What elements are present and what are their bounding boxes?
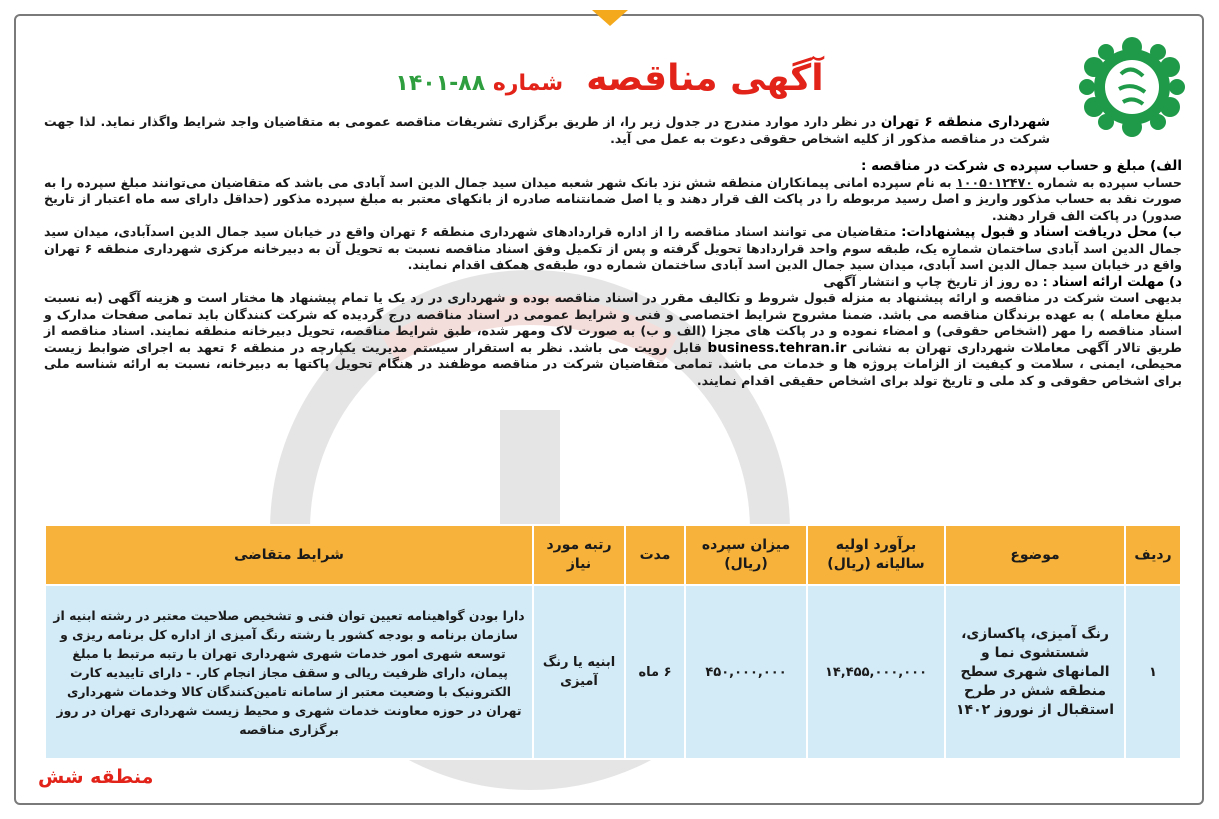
title-main: آگهی مناقصه [586, 58, 824, 99]
header-grade: رتبه مورد نیاز [533, 525, 625, 585]
header-subject: موضوع [945, 525, 1125, 585]
section-d-body-1: بدیهی است شرکت در مناقصه و ارائه پیشنهاد به منزله قبول شروط و تکالیف مقرر در اسناد مناقصه بوده و شهرداری در رد یک یا تمام پیشنهاد ها مختار است و هزینه آگهی (به نسبت مبلغ معامله ) به عهده برندگان مناقصه می باشد. ضمنا مشروح شرایط اختصاصی و فنی و شرایط عمومی در اسناد مناقصه درج گردیده که شرکت کنندگان باید تمامی صفحات مدارک و اسناد مناقصه را مهر (اشخاص حقوقی) و امضاء نموده و در پاکت های مجزا (الف و ب) به صورت لاک ومهر شده، طبق شرایط مناقصه، تحویل دبیرخانه منطقه نمایند. اسناد مناقصه از طریق تالار آگهی معاملات شهرداری تهران به نشانی [44, 290, 1182, 355]
title-number [395, 71, 563, 96]
top-marker-triangle [592, 10, 628, 26]
header-estimate: برآورد اولیه سالیانه (ریال) [807, 525, 945, 585]
table-header-row [45, 525, 1181, 585]
section-b-heading: ب) محل دریافت اسناد و قبول پیشنهادات: [901, 224, 1182, 240]
intro-org: شهرداری منطقه ۶ تهران [880, 114, 1050, 130]
body-sections [44, 158, 1182, 389]
section-b [44, 224, 1182, 274]
cell-duration: ۶ ماه [625, 585, 685, 759]
cell-estimate: ۱۴,۴۵۵,۰۰۰,۰۰۰ [807, 585, 945, 759]
section-a [44, 158, 1182, 224]
section-a-text-2: به نام سپرده امانی پیمانکاران منطقه شش نزد بانک شهر شعبه میدان سید جمال الدین اسد آبادی می باشد که متقاضیان می‌توانند مبلغ سپرده را به صورت نقد به حساب مذکور واریز و اصل رسید مربوطه را در پاکت الف قرار دهند و یا اصل ضمانتنامه صادره از بانکهای معتبر به مبلغ سپرده مذکور (حداقل دارای سه ماه اعتبار از تاریخ صدور) در پاکت الف قرار دهند. [44, 174, 1182, 223]
cell-deposit: ۴۵۰,۰۰۰,۰۰۰ [685, 585, 807, 759]
section-b-text: متقاضیان می توانند اسناد مناقصه را از اداره قراردادهای شهرداری منطقه ۶ تهران واقع در خیابان سید جمال الدین اسدآبادی، میدان سید جمال الدین اسد آبادی ساختمان شماره یک، طبقه سوم واحد قراردادها تحویل گرفته و پس از تکمیل وفق اسناد مناقصه نسبت به تحویل آن به دبیرخانه مرکزی شهرداری منطقه ۶ تهران واقع در خیابان سید جمال الدین اسد آبادی، میدان سید جمال الدین اسد آبادی ساختمان شماره دو، طبقه‌ی همکف اقدام نمایند. [44, 224, 1182, 272]
header-row-number: ردیف [1125, 525, 1181, 585]
table-row [45, 585, 1181, 759]
section-a-heading: الف) مبلغ و حساب سپرده ی شرکت در مناقصه : [861, 158, 1182, 174]
cell-row-number: ۱ [1125, 585, 1181, 759]
title-number-label: شماره [492, 71, 564, 96]
cell-conditions: دارا بودن گواهینامه تعیین توان فنی و تشخیص صلاحیت معتبر در رشته ابنیه از سازمان برنامه و بودجه کشور یا رشته رنگ آمیزی از اداره کل برنامه ریزی و توسعه شهری امور خدمات شهری شهرداری تهران با رتبه مرتبط با مبلغ پیمان، دارای ظرفیت ریالی و سقف مجاز انجام کار. - دارای تاییدیه کارت الکترونیک با وضعیت معتبر از سامانه تامین‌کنندگان کالا وخدمات شهرداری تهران در حوزه معاونت خدمات شهری و محیط زیست شهرداری تهران در روز برگزاری مناقصه [45, 585, 533, 759]
header-duration: مدت [625, 525, 685, 585]
section-d-text: : ده روز از تاریخ چاپ و انتشار آگهی [823, 273, 1053, 289]
section-a-account: ۱۰۰۵۰۱۲۴۷۰ [956, 174, 1033, 190]
cell-grade: ابنیه یا رنگ آمیزی [533, 585, 625, 759]
section-a-text-1: حساب سپرده به شماره [1032, 174, 1182, 190]
header-deposit: میزان سپرده (ریال) [685, 525, 807, 585]
section-d [44, 274, 1182, 390]
section-d-body-2: قابل رویت می باشد. نظر به استقرار سیستم مدیریت یکپارچه در منطقه ۶ تعهد به اجرای ضوابط زیست محیطی، ایمنی ، سلامت و کیفیت از الزامات پروژه ها و خدمات می باشد. تمامی متقاضیان شرکت در مناقصه موظفند در هنگام تحویل پاکتها به دبیرخانه، نسبت به ارائه شناسه ملی برای اشخاص حقوقی و کد ملی و تاریخ تولد برای اشخاص حقیقی اقدام نمایند. [44, 339, 1182, 388]
section-d-url: business.tehran.ir [707, 339, 847, 356]
section-d-heading: د) مهلت ارائه اسناد [1052, 273, 1182, 290]
tender-table [44, 524, 1182, 760]
intro-text: در نظر دارد موارد مندرج در جدول زیر را، از طریق برگزاری تشریفات مناقصه عمومی به متقاضیان واجد شرایط واگذار نماید. لذا جهت شرکت در مناقصه مذکور از کلیه اشخاص حقوقی دعوت به عمل می آید. [44, 114, 1050, 146]
intro-paragraph [44, 114, 1050, 147]
title-number-value: ۸۸-۱۴۰۱ [395, 71, 486, 96]
ad-title [0, 58, 1219, 99]
cell-subject: رنگ آمیزی، پاکسازی، شستشوی نما و المانهای شهری سطح منطقه شش در طرح استقبال از نوروز ۱۴۰۲ [945, 585, 1125, 759]
footer-region-label: منطقه شش [38, 766, 154, 788]
header-conditions: شرایط متقاضی [45, 525, 533, 585]
